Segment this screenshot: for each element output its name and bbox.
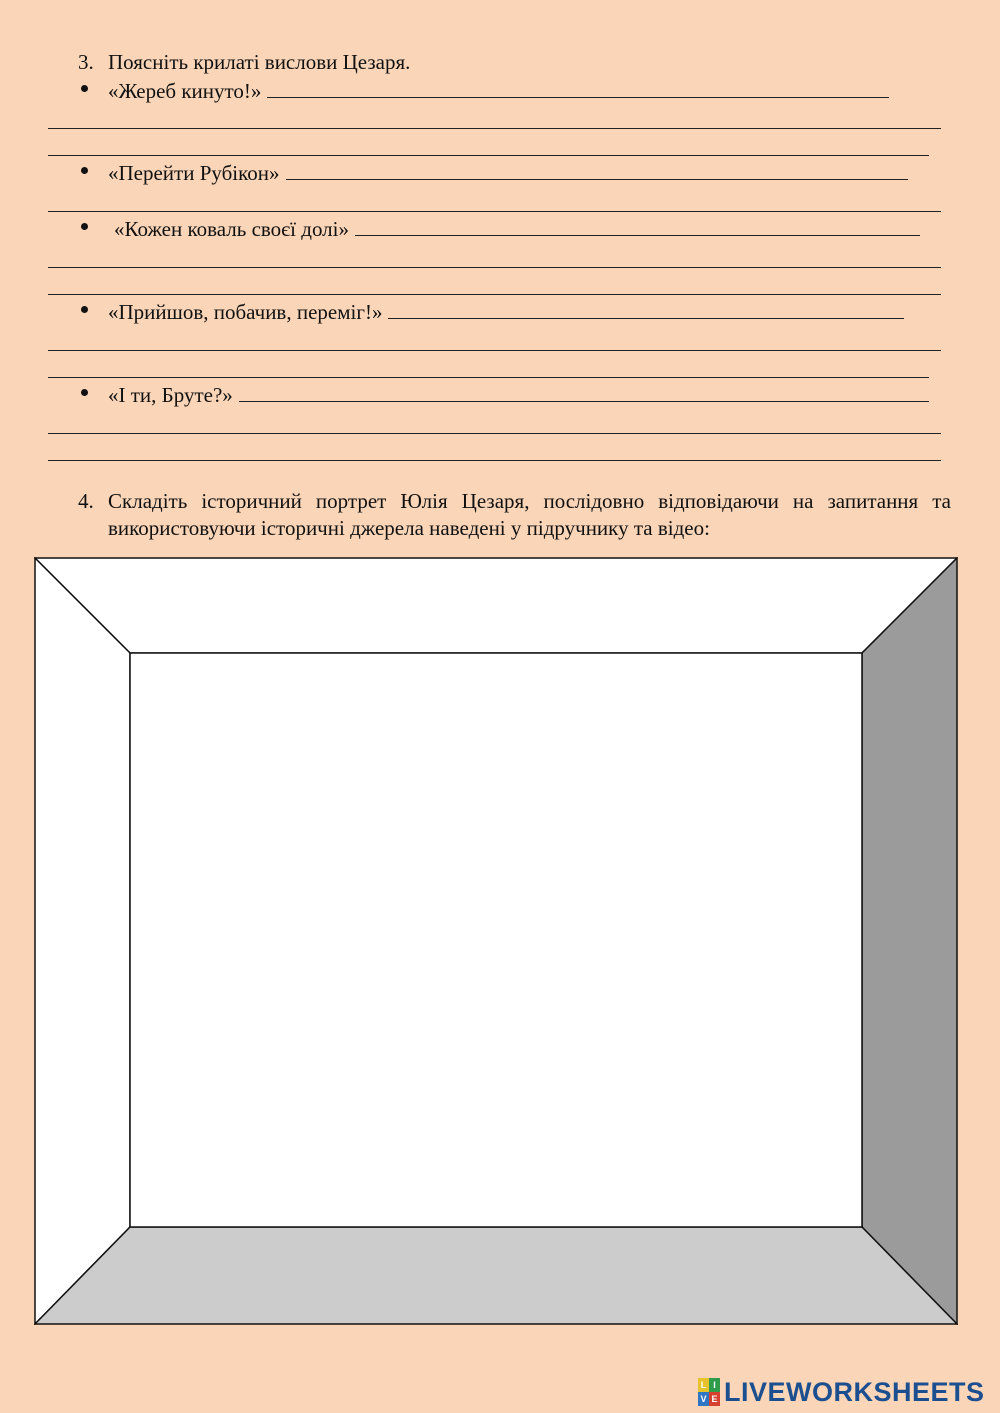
answer-line[interactable]	[267, 77, 889, 98]
quote-text: «Прийшов, побачив, переміг!»	[108, 300, 383, 324]
question-3-title: Поясніть крилаті вислови Цезаря.	[108, 50, 411, 74]
list-item	[78, 215, 920, 243]
answer-line[interactable]	[239, 381, 929, 402]
list-item	[78, 77, 889, 105]
answer-line[interactable]	[48, 350, 941, 351]
answer-line[interactable]	[388, 298, 904, 319]
question-3-heading	[78, 48, 410, 76]
answer-line[interactable]	[48, 460, 941, 461]
answer-line[interactable]	[48, 155, 929, 156]
portrait-drop-area[interactable]	[130, 653, 862, 1227]
portrait-frame	[34, 557, 958, 1325]
answer-line[interactable]	[48, 294, 941, 295]
logo-mark-icon: L I V E	[698, 1378, 720, 1406]
frame-top-panel	[35, 558, 957, 653]
question-4-text: Складіть історичний портрет Юлія Цезаря, послідовно відповідаючи на запитання та використовуючи історичні джерела наведені у підручнику та відео:	[108, 489, 951, 540]
answer-line[interactable]	[48, 211, 941, 212]
question-3-number: 3.	[78, 50, 94, 74]
question-4	[78, 488, 951, 542]
list-item	[78, 381, 929, 409]
answer-line[interactable]	[355, 215, 920, 236]
list-item	[78, 159, 908, 187]
list-item	[78, 298, 904, 326]
quote-text: «І ти, Бруте?»	[108, 383, 233, 407]
answer-line[interactable]	[48, 377, 929, 378]
frame-right-panel	[862, 558, 957, 1324]
quote-text: «Кожен коваль своєї долі»	[114, 217, 349, 241]
question-4-number: 4.	[78, 489, 94, 513]
liveworksheets-logo	[698, 1375, 985, 1409]
quote-text: «Жереб кинуто!»	[108, 79, 262, 103]
logo-text: LIVEWORKSHEETS	[724, 1376, 985, 1407]
answer-line[interactable]	[286, 159, 908, 180]
answer-line[interactable]	[48, 128, 941, 129]
answer-line[interactable]	[48, 433, 941, 434]
frame-left-panel	[35, 558, 130, 1324]
frame-bottom-panel	[35, 1227, 957, 1324]
quote-text: «Перейти Рубікон»	[108, 161, 280, 185]
answer-line[interactable]	[48, 267, 941, 268]
